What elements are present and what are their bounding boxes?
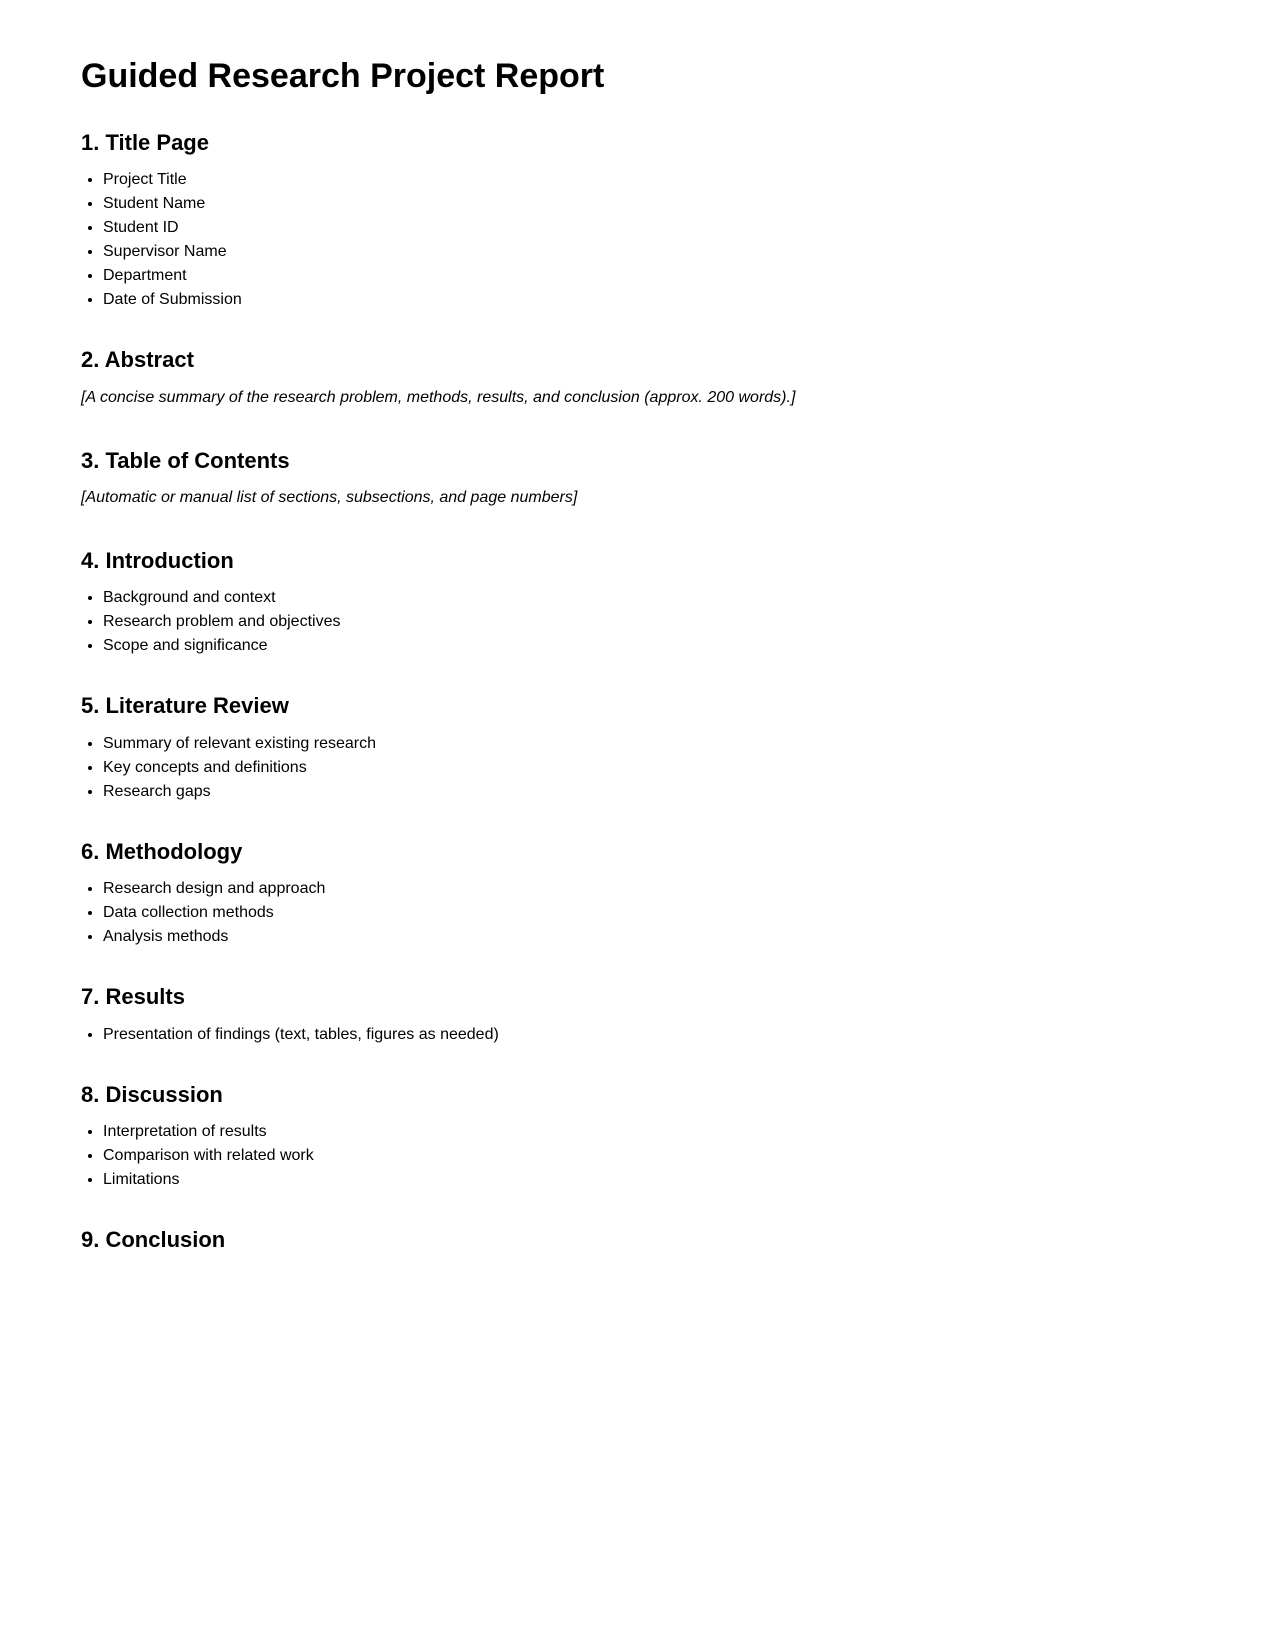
section-list (81, 1023, 1263, 1047)
section-results (81, 984, 1263, 1046)
list-item: • Research design and approach (103, 877, 1263, 901)
list-item: • Summary of relevant existing research (103, 732, 1263, 756)
list-item: • Supervisor Name (103, 240, 1263, 264)
list-item: • Key concepts and definitions (103, 756, 1263, 780)
list-item: • Limitations (103, 1168, 1263, 1192)
section-methodology (81, 839, 1263, 949)
section-table-of-contents (81, 448, 1263, 510)
list-item: • Scope and significance (103, 634, 1263, 658)
list-item: • Student ID (103, 216, 1263, 240)
section-heading: 4. Introduction (81, 547, 234, 573)
section-title-page (81, 130, 1263, 312)
list-item: • Research problem and objectives (103, 610, 1263, 634)
section-list (81, 1120, 1263, 1192)
list-item: • Data collection methods (103, 901, 1263, 925)
section-list (81, 168, 1263, 312)
section-note: [Automatic or manual list of sections, subsections, and page numbers] (81, 488, 578, 506)
section-heading: 2. Abstract (81, 347, 194, 373)
section-heading: 3. Table of Contents (81, 447, 290, 473)
section-heading: 9. Conclusion (81, 1226, 226, 1252)
list-item: • Analysis methods (103, 925, 1263, 949)
list-item: • Project Title (103, 168, 1263, 192)
list-item: • Background and context (103, 586, 1263, 610)
list-item: • Interpretation of results (103, 1120, 1263, 1144)
section-abstract (81, 347, 1263, 409)
list-item: • Research gaps (103, 780, 1263, 804)
section-heading: 6. Methodology (81, 838, 243, 864)
section-list (81, 586, 1263, 658)
section-heading: 7. Results (81, 984, 185, 1010)
document-title: Guided Research Project Report (81, 57, 605, 95)
section-note: [A concise summary of the research problem, methods, results, and conclusion (approx. 200 words).] (81, 388, 796, 406)
section-introduction (81, 548, 1263, 658)
section-discussion (81, 1082, 1263, 1192)
list-item: • Department (103, 264, 1263, 288)
list-item: • Comparison with related work (103, 1144, 1263, 1168)
section-heading: 5. Literature Review (81, 693, 289, 719)
list-item: • Date of Submission (103, 288, 1263, 312)
list-item: • Presentation of findings (text, tables, figures as needed) (103, 1023, 1263, 1047)
section-list (81, 877, 1263, 949)
section-literature-review (81, 693, 1263, 803)
list-item: • Student Name (103, 192, 1263, 216)
section-heading: 1. Title Page (81, 129, 209, 155)
section-list (81, 732, 1263, 804)
section-heading: 8. Discussion (81, 1081, 223, 1107)
section-conclusion (81, 1227, 1263, 1253)
